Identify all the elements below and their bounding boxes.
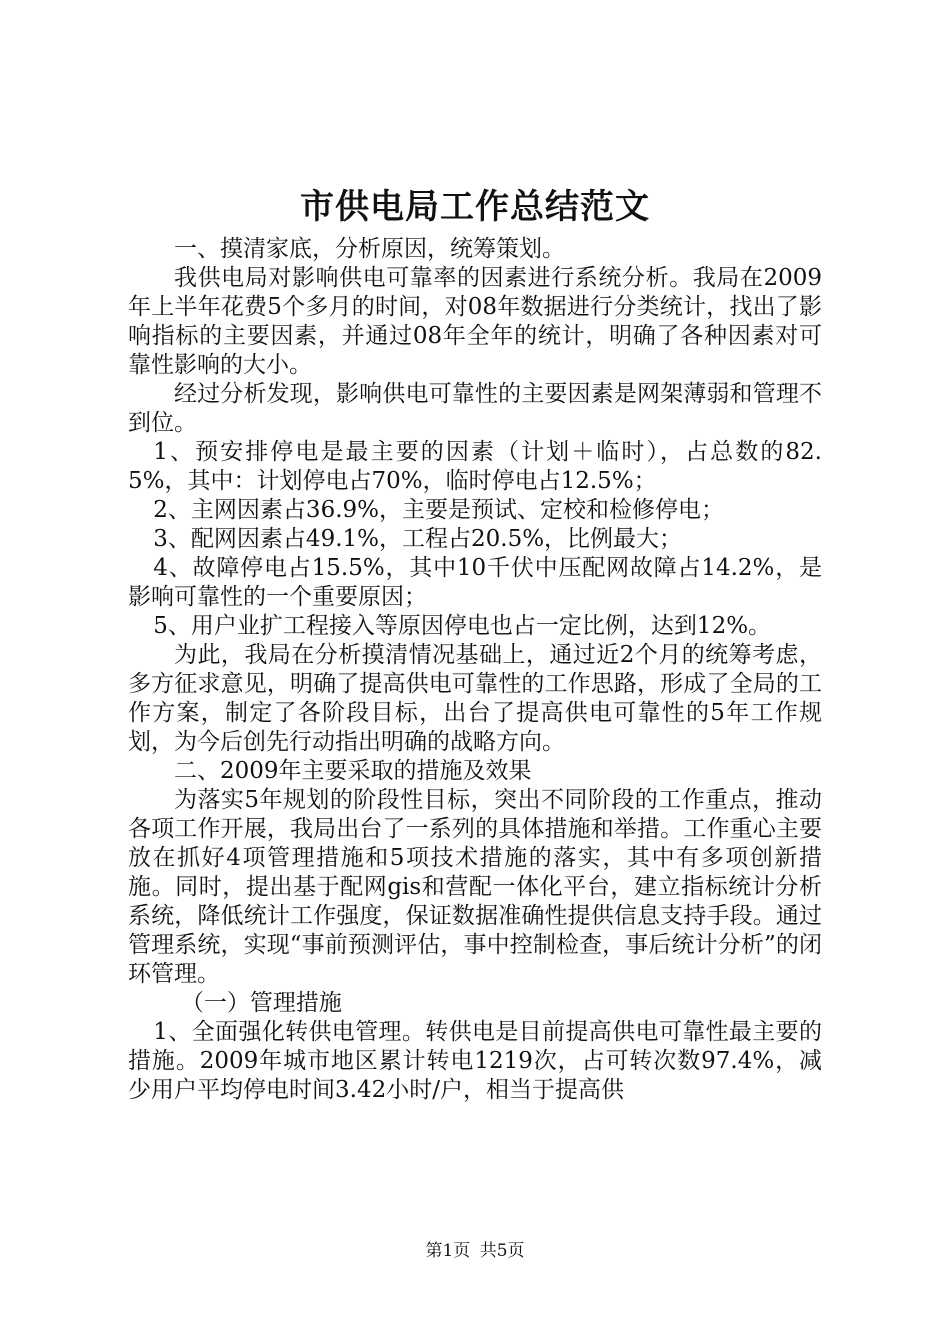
paragraph: 我供电局对影响供电可靠率的因素进行系统分析。我局在2009年上半年花费5个多月的时间，对08年数据进行分类统计，找出了影响指标的主要因素，并通过08年全年的统计，明确了各种因素对可靠性影响的大小。	[128, 265, 822, 378]
paragraph: 经过分析发现，影响供电可靠性的主要因素是网架薄弱和管理不到位。	[128, 381, 822, 436]
page-total: 共5页	[479, 1241, 525, 1261]
section-heading-1: 一、摸清家底，分析原因，统筹策划。	[174, 236, 565, 262]
paragraph: 为落实5年规划的阶段性目标，突出不同阶段的工作重点，推动各项工作开展，我局出台了一系列的具体措施和举措。工作重心主要放在抓好4项管理措施和5项技术措施的落实，其中有多项创新措施。同时，提出基于配网gis和营配一体化平台，建立指标统计分析系统，降低统计工作强度，保证数据准确性提供信息支持手段。通过管理系统，实现“事前预测评估，事中控制检查，事后统计分析”的闭环管理。	[128, 787, 822, 987]
document-body	[128, 235, 822, 1105]
subsection-heading: （一）管理措施	[180, 990, 342, 1016]
list-item: 4、故障停电占15.5%，其中10千伏中压配网故障占14.2%，是影响可靠性的一个重要原因；	[128, 555, 822, 610]
list-item: 1、全面强化转供电管理。转供电是目前提高供电可靠性最主要的措施。2009年城市地区累计转电1219次，占可转次数97.4%，减少用户平均停电时间3.42小时/户，相当于提高供	[128, 1019, 822, 1103]
page-footer	[0, 1239, 950, 1263]
list-item: 5、用户业扩工程接入等原因停电也占一定比例，达到12%。	[153, 613, 772, 639]
list-item: 1、预安排停电是最主要的因素（计划＋临时），占总数的82.5%，其中：计划停电占70%，临时停电占12.5%；	[128, 439, 822, 494]
document-title: 市供电局工作总结范文	[300, 187, 650, 227]
section-heading-2: 二、2009年主要采取的措施及效果	[174, 758, 532, 784]
list-item: 3、配网因素占49.1%，工程占20.5%，比例最大；	[153, 526, 683, 552]
page-number: 第1页	[425, 1241, 471, 1261]
paragraph: 为此，我局在分析摸清情况基础上，通过近2个月的统筹考虑，多方征求意见，明确了提高供电可靠性的工作思路，形成了全局的工作方案，制定了各阶段目标，出台了提高供电可靠性的5年工作规划，为今后创先行动指出明确的战略方向。	[128, 642, 822, 755]
list-item: 2、主网因素占36.9%，主要是预试、定校和检修停电；	[153, 497, 724, 523]
